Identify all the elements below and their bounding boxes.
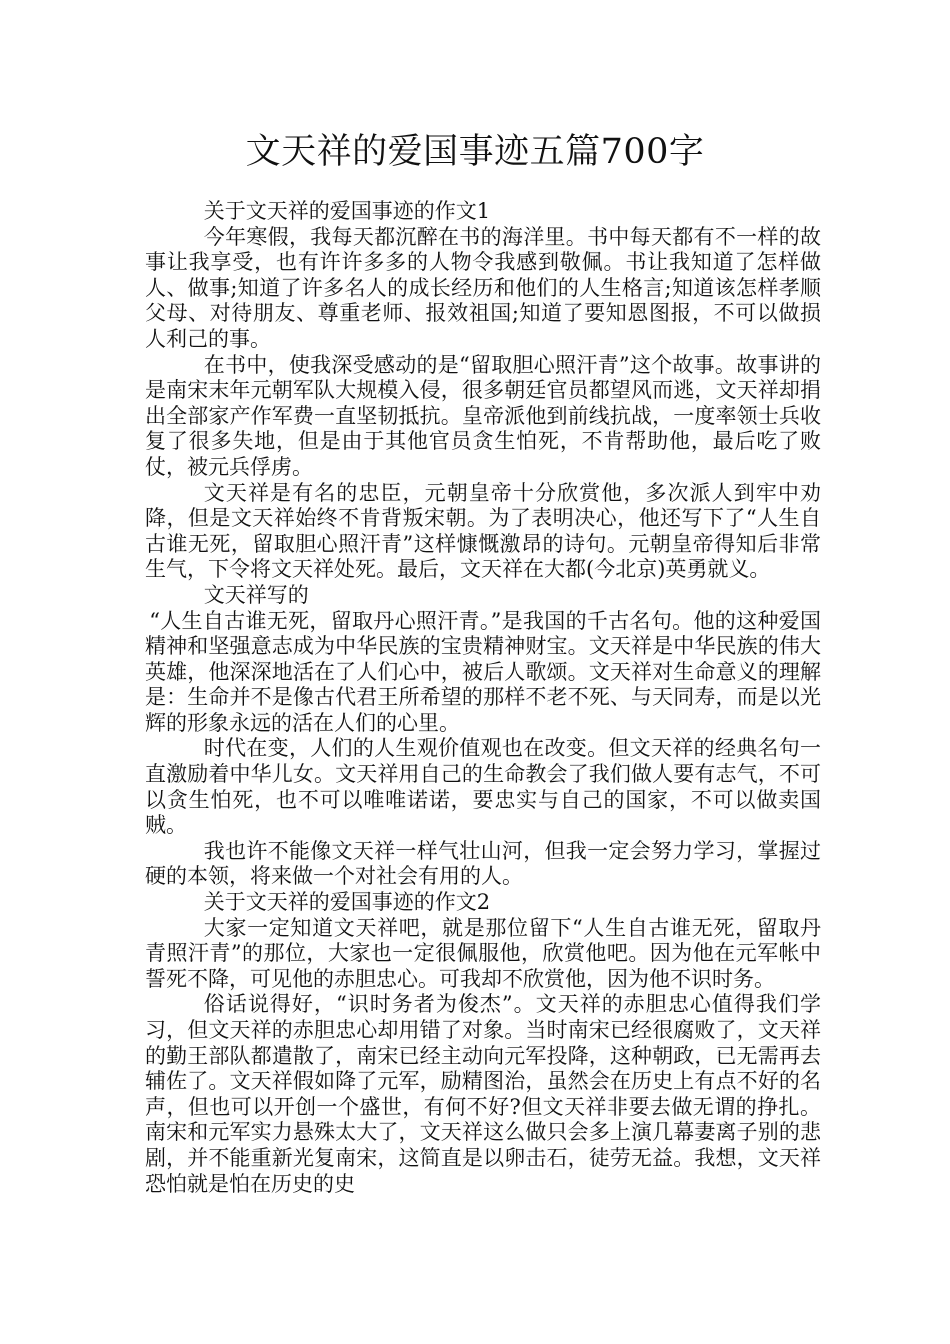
paragraph-heading-2: 关于文天祥的爱国事迹的作文2 bbox=[203, 890, 491, 915]
paragraph: 时代在变，人们的人生观价值观也在改变。但文天祥的经典名句一直激励着中华儿女。文天祥用自己的生命教会了我们做人要有志气，不可以贪生怕死，也不可以唯唯诺诺，要忠实与自己的国家，不可以做卖国贼。 bbox=[145, 736, 821, 838]
document-body bbox=[145, 199, 821, 1197]
paragraph: 文天祥写的 bbox=[203, 582, 309, 607]
paragraph: 俗话说得好，“识时务者为俊杰”。文天祥的赤胆忠心值得我们学习，但文天祥的赤胆忠心却用错了对象。当时南宋已经很腐败了，文天祥的勤王部队都遣散了，南宋已经主动向元军投降，这种朝政，已无需再去辅佐了。文天祥假如降了元军，励精图治，虽然会在历史上有点不好的名声，但也可以开创一个盛世，有何不好?但文天祥非要去做无谓的挣扎。南宋和元军实力悬殊太大了，文天祥这么做只会多上演几幕妻离子别的悲剧，并不能重新光复南宋，这简直是以卵击石，徒劳无益。我想，文天祥恐怕就是怕在历史的史 bbox=[145, 992, 821, 1196]
paragraph: “人生自古谁无死，留取丹心照汗青。”是我国的千古名句。他的这种爱国精神和坚强意志成为中华民族的宝贵精神财宝。文天祥是中华民族的伟大英雄，他深深地活在了人们心中，被后人歌颂。文天祥对生命意义的理解是：生命并不是像古代君王所希望的那样不老不死、与天同寿，而是以光辉的形象永远的活在人们的心里。 bbox=[145, 608, 821, 735]
paragraph: 文天祥是有名的忠臣，元朝皇帝十分欣赏他，多次派人到牢中劝降，但是文天祥始终不肯背叛宋朝。为了表明决心，他还写下了“人生自古谁无死，留取胆心照汗青”这样慷慨激昂的诗句。元朝皇帝得知后非常生气，下令将文天祥处死。最后，文天祥在大都(今北京)英勇就义。 bbox=[145, 480, 821, 582]
paragraph: 在书中，使我深受感动的是“留取胆心照汗青”这个故事。故事讲的是南宋末年元朝军队大规模入侵，很多朝廷官员都望风而逃，文天祥却捐出全部家产作军费一直坚韧抵抗。皇帝派他到前线抗战，一度率领士兵收复了很多失地，但是由于其他官员贪生怕死，不肯帮助他，最后吃了败仗，被元兵俘虏。 bbox=[145, 352, 821, 479]
paragraph: 大家一定知道文天祥吧，就是那位留下“人生自古谁无死，留取丹青照汗青”的那位，大家也一定很佩服他，欣赏他吧。因为他在元军帐中誓死不降，可见他的赤胆忠心。可我却不欣赏他，因为他不识时务。 bbox=[145, 915, 821, 991]
paragraph-heading-1: 关于文天祥的爱国事迹的作文1 bbox=[203, 199, 491, 223]
paragraph: 今年寒假，我每天都沉醉在书的海洋里。书中每天都有不一样的故事让我享受，也有许许多多的人物令我感到敬佩。书让我知道了怎样做人、做事;知道了许多名人的成长经历和他们的人生格言;知道该怎样孝顺父母、对待朋友、尊重老师、报效祖国;知道了要知恩图报，不可以做损人利己的事。 bbox=[145, 224, 821, 351]
document-title: 文天祥的爱国事迹五篇700字 bbox=[245, 132, 705, 172]
paragraph: 我也许不能像文天祥一样气壮山河，但我一定会努力学习，掌握过硬的本领，将来做一个对社会有用的人。 bbox=[145, 838, 821, 889]
